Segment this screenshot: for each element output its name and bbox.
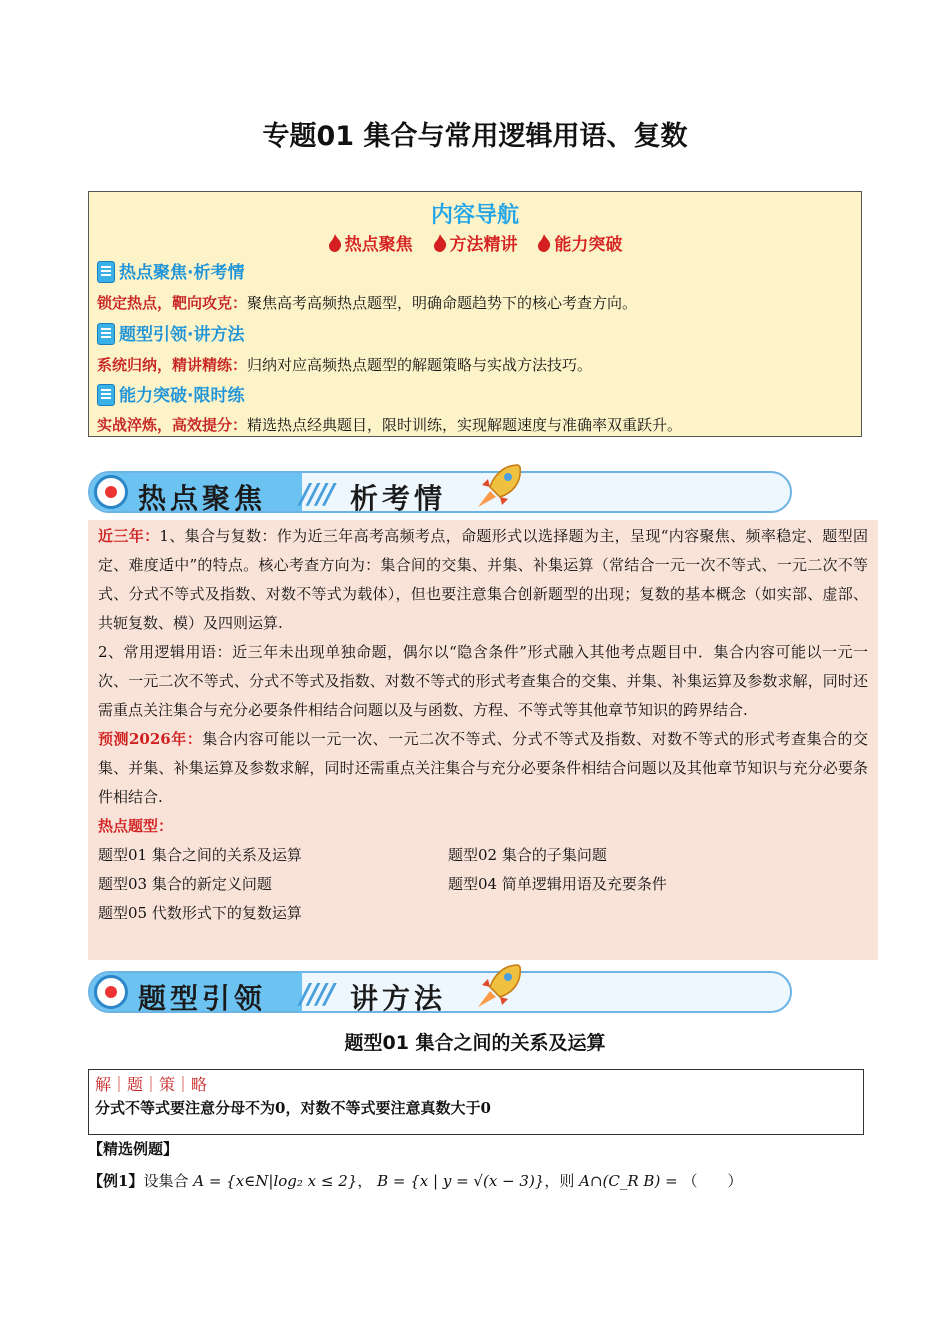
strategy-body: 分式不等式要注意分母不为0，对数不等式要注意真数大于0 [95, 1099, 491, 1117]
section-banner-hotspot [88, 465, 798, 523]
analysis-paragraph: 预测2026年：集合内容可能以一元一次、一元二次不等式、分式不等式及指数、对数不等式的形式考查集合的交集、并集、补集运算及参数求解，同时还需重点关注集合与充分必要条件相结合问题以及其他章节知识与充分必要条件相结合. [98, 730, 869, 806]
examples-label: 【精选例题】 [88, 1140, 179, 1158]
book-icon [97, 261, 115, 283]
strategy-head: 解｜题｜策｜略 [95, 1075, 208, 1094]
banner-right-text: 析考情 [350, 482, 447, 515]
rocket-icon [474, 961, 524, 1013]
book-icon [97, 384, 115, 406]
banner-divider: //// [300, 477, 333, 510]
book-icon [97, 323, 115, 345]
banner-divider: //// [300, 977, 333, 1010]
page-title: 专题01 集合与常用逻辑用语、复数 [262, 121, 688, 152]
type-heading: 题型01 集合之间的关系及运算 [344, 1032, 606, 1054]
types-label: 热点题型： [98, 817, 174, 835]
nav-section-head: 热点聚焦·析考情 [97, 258, 244, 283]
content-navigation-box [88, 191, 862, 437]
type-item: 题型01 集合之间的关系及运算 [98, 846, 302, 864]
nav-section-head: 能力突破·限时练 [97, 381, 244, 406]
nav-section-line: 实战淬炼，高效提分：精选热点经典题目，限时训练，实现解题速度与准确率双重跃升。 [97, 416, 683, 434]
analysis-paragraph: 近三年：1、集合与复数：作为近三年高考高频考点，命题形式以选择题为主，呈现“内容聚焦、频率稳定、题型固定、难度适中”的特点。核心考查方向为：集合间的交集、并集、补集运算（常结合一元一次不等式、一元二次不等式、分式不等式及指数、对数不等式为载体），但也要注意集合创新题型的出现；复数的基本概念（如实部、虚部、共轭复数、模）及四则运算. [98, 527, 868, 632]
section-banner-methods [88, 965, 798, 1023]
hot-types-list [98, 841, 868, 928]
nav-tag: 能力突破 [537, 235, 622, 255]
set-b: B = {x | y = √(x − 3)} [377, 1172, 545, 1190]
nav-tag: 方法精讲 [433, 235, 518, 255]
banner-right-text: 讲方法 [350, 982, 447, 1015]
banner-left-text: 题型引领 [138, 982, 267, 1015]
example-1: 【例1】设集合 A = {x∈N|log₂ x ≤ 2}， B = {x | y = √(x − 3)}，则 A∩(C_R B) = （ ） [88, 1172, 743, 1190]
nav-section-line: 系统归纳，精讲精练：归纳对应高频热点题型的解题策略与实战方法技巧。 [97, 356, 593, 374]
target-icon [94, 975, 128, 1009]
banner-left-text: 热点聚焦 [138, 482, 267, 515]
nav-section-line: 锁定热点，靶向攻克：聚焦高考高频热点题型，明确命题趋势下的核心考查方向。 [97, 294, 638, 312]
type-item: 题型03 集合的新定义问题 [98, 875, 272, 893]
flame-icon [433, 234, 447, 252]
set-a: A = {x∈N|log₂ x ≤ 2} [193, 1172, 358, 1190]
strategy-box [88, 1069, 864, 1135]
nav-tag: 热点聚焦 [328, 235, 413, 255]
flame-icon [537, 234, 551, 252]
type-item: 题型04 简单逻辑用语及充要条件 [448, 875, 667, 893]
target-icon [94, 475, 128, 509]
nav-heading: 内容导航 [430, 203, 519, 228]
rocket-icon [474, 461, 524, 513]
flame-icon [328, 234, 342, 252]
type-item: 题型05 代数形式下的复数运算 [98, 904, 302, 922]
analysis-paragraph: 2、常用逻辑用语：近三年未出现单独命题，偶尔以“隐含条件”形式融入其他考点题目中．集合内容可能以一元一次、一元二次不等式、分式不等式及指数、对数不等式的形式考查集合的交集、并集、补集运算及参数求解，同时还需重点关注集合与充分必要条件相结合问题以及与函数、方程、不等式等其他章节知识的跨界结合. [98, 643, 868, 719]
type-item: 题型02 集合的子集问题 [448, 846, 607, 864]
analysis-box [88, 520, 878, 960]
nav-tags [89, 230, 861, 255]
expression: A∩(C_R B) = [579, 1172, 678, 1190]
nav-section-head: 题型引领·讲方法 [97, 320, 244, 345]
